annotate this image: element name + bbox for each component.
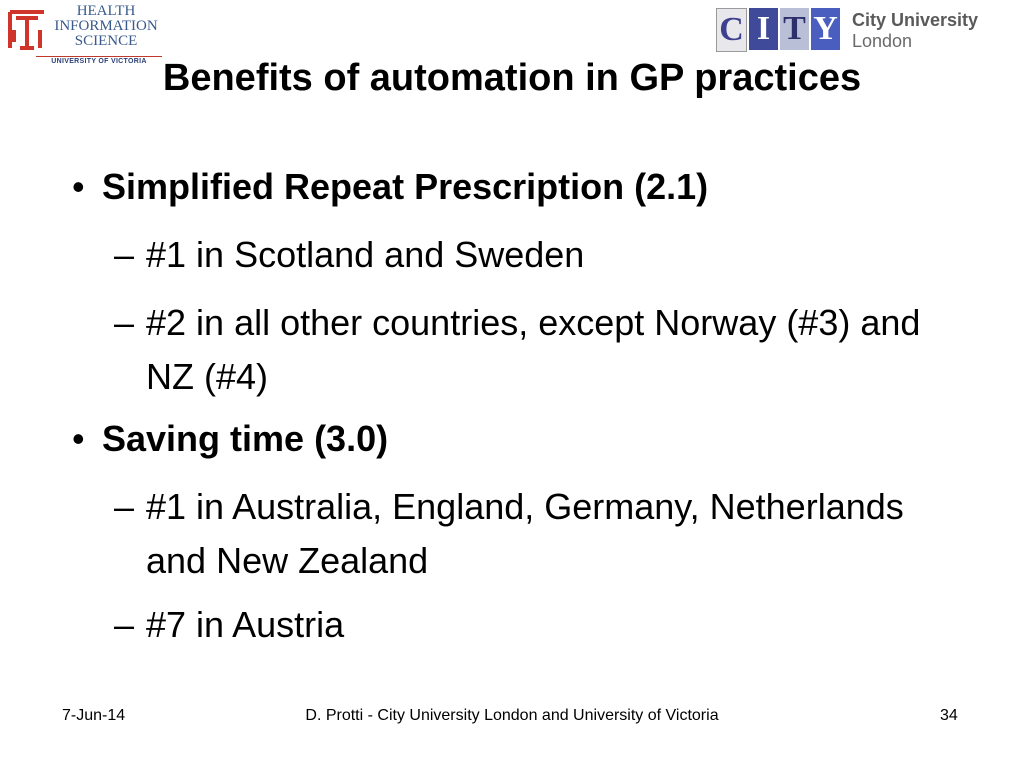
his-logo-line: SCIENCE — [74, 33, 138, 49]
sub-bullet-text: #2 in all other countries, except Norway (#3) and NZ (#4) — [146, 302, 921, 397]
bullet-text: Saving time (3.0) — [102, 418, 389, 459]
uvic-logo-text: UNIVERSITY OF VICTORIA — [36, 56, 162, 69]
city-tile: C — [716, 8, 747, 52]
city-name-line2: London — [852, 31, 913, 51]
slide-number: 34 — [940, 707, 958, 724]
his-logo-line: HEALTH — [76, 3, 136, 19]
city-university-logo — [716, 8, 1016, 54]
bullet-text: Simplified Repeat Prescription (2.1) — [102, 166, 709, 207]
sub-bullet-text: #7 in Austria — [146, 604, 345, 645]
his-logo-icon — [6, 6, 48, 54]
bullet-marker: • — [72, 418, 85, 459]
sub-bullet-marker: – — [114, 234, 135, 275]
sub-bullet-text: #1 in Australia, England, Germany, Netherlands and New Zealand — [146, 486, 904, 581]
city-university-name — [852, 10, 978, 52]
bullet-marker: • — [72, 166, 85, 207]
his-logo-line: INFORMATION — [54, 18, 158, 34]
city-name-line1: City University — [852, 10, 979, 30]
sub-bullet-marker: – — [114, 302, 135, 343]
sub-bullet-text: #1 in Scotland and Sweden — [146, 234, 585, 275]
footer-date: 7-Jun-14 — [62, 707, 126, 724]
footer-text: D. Protti - City University London and University of Victoria — [305, 707, 719, 724]
sub-bullet-marker: – — [114, 486, 135, 527]
his-logo-text — [50, 4, 162, 49]
city-tile: Y — [811, 8, 840, 50]
city-tile: T — [780, 8, 809, 50]
city-tiles — [716, 8, 840, 52]
city-tile: I — [749, 8, 778, 50]
slide-title: Benefits of automation in GP practices — [162, 57, 862, 99]
sub-bullet-marker: – — [114, 604, 135, 645]
